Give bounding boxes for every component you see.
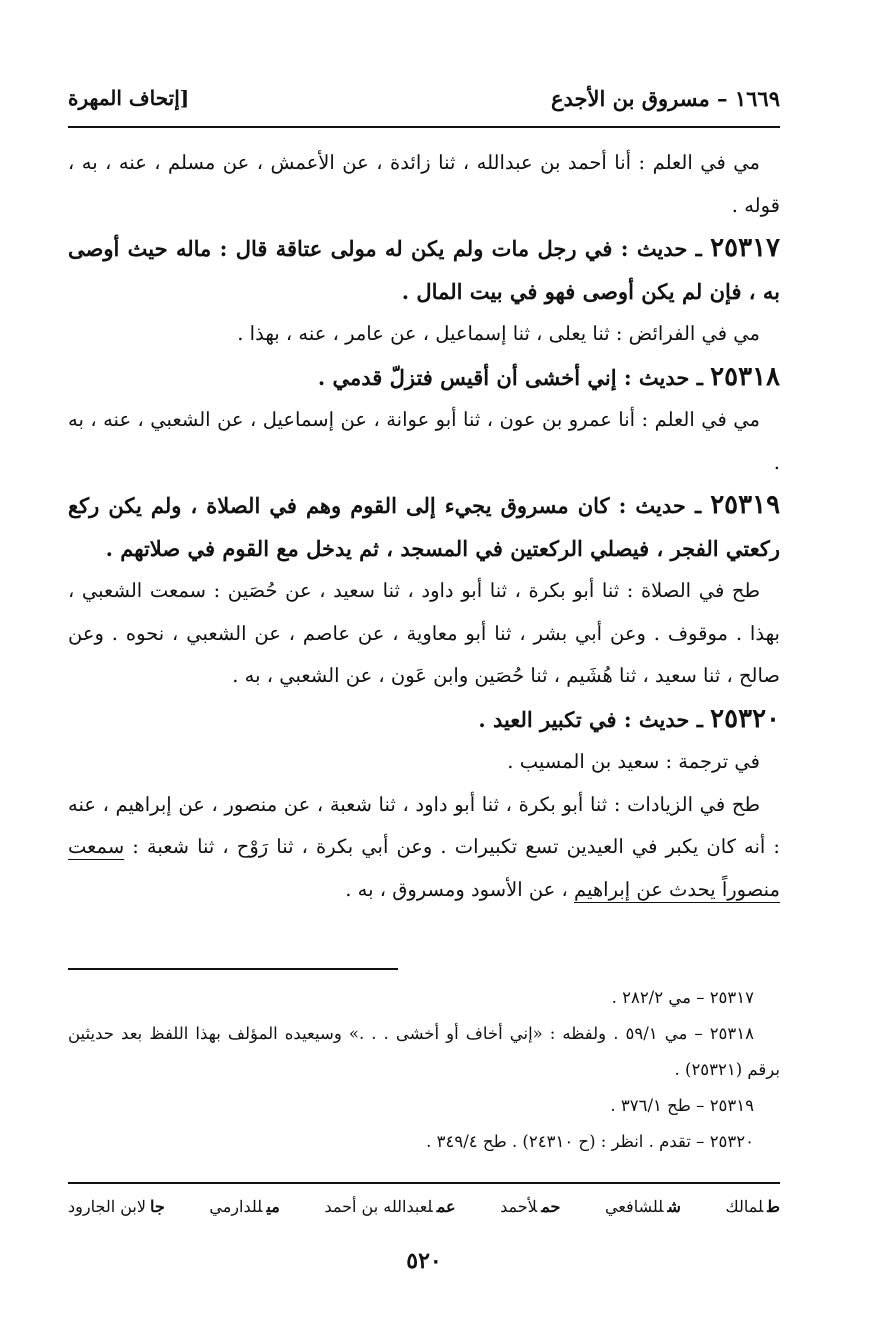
isnad-paragraph bbox=[68, 784, 780, 912]
isnad-paragraph: طح في الصلاة : ثنا أبو بكرة ، ثنا أبو داود ، ثنا سعيد ، عن حُصَين : سمعت الشعبي ، بهذا . موقوف . وعن أبي بشر ، ثنا أبو معاوية ، عن عاصم ، عن الشعبي ، نحوه . وعن صالح ، ثنا سعيد ، ثنا هُشَيم ، ثنا حُصَين وابن عَون ، عن الشعبي ، به . bbox=[68, 579, 780, 687]
isnad-text-end: ، عن الأسود ومسروق ، به . bbox=[345, 877, 574, 901]
abbreviation-item bbox=[500, 1192, 560, 1222]
book-page bbox=[68, 0, 780, 1317]
hadith-number: ٢٥٣١٧ bbox=[710, 233, 780, 263]
hadith-number: ٢٥٣٢٠ bbox=[710, 703, 780, 734]
running-header bbox=[68, 86, 780, 120]
abbreviation-code: مي bbox=[266, 1197, 280, 1216]
hadith-text: كان مسروق يجيء إلى القوم وهم في الصلاة ، ولم يكن ركع ركعتي الفجر ، فيصلي الركعتين في المسجد ، ثم يدخل مع القوم في صلاتهم . bbox=[68, 493, 780, 561]
abbreviation-rule bbox=[68, 1182, 780, 1184]
isnad-paragraph: مي في العلم : أنا عمرو بن عون ، ثنا أبو عوانة ، عن إسماعيل ، عن الشعبي ، عنه ، به . bbox=[68, 408, 780, 474]
hadith-number: ٢٥٣١٨ bbox=[710, 361, 780, 392]
abbreviation-name: لمالك bbox=[725, 1197, 764, 1216]
abbreviation-name: للشافعي bbox=[605, 1197, 664, 1216]
abbreviation-name: لعبدالله بن أحمد bbox=[324, 1197, 433, 1216]
abbreviation-item bbox=[605, 1192, 681, 1222]
chapter-title: ١٦٦٩ – مسروق بن الأجدع bbox=[550, 86, 780, 111]
hadith-label: ـ حديث : bbox=[623, 706, 703, 732]
abbreviation-code: جا bbox=[149, 1197, 165, 1216]
footnote: ٢٥٣١٧ – مي ٢٨٢/٢ . bbox=[611, 988, 754, 1007]
abbreviation-name: لابن الجارود bbox=[68, 1197, 146, 1216]
hadith-label: ـ حديث : bbox=[623, 364, 703, 390]
abbreviation-code: عم bbox=[436, 1197, 456, 1216]
header-rule bbox=[68, 126, 780, 128]
footnote: ٢٥٣١٩ – طح ٣٧٦/١ . bbox=[610, 1096, 754, 1115]
abbreviation-name: للدارمي bbox=[209, 1197, 263, 1216]
abbreviation-item bbox=[68, 1192, 165, 1222]
hadith-entry bbox=[68, 227, 780, 313]
hadith-text: إني أخشى أن أقيس فتزلّ قدمي . bbox=[317, 364, 617, 390]
main-text bbox=[68, 142, 780, 911]
underlined-text: سمعت منصوراً يحدث عن إبراهيم bbox=[68, 835, 780, 901]
abbreviation-item bbox=[725, 1192, 780, 1222]
hadith-text: في تكبير العيد . bbox=[478, 706, 617, 732]
abbreviation-code: ش bbox=[667, 1197, 681, 1216]
hadith-number: ٢٥٣١٩ bbox=[710, 490, 781, 520]
abbreviation-name: لأحمد bbox=[500, 1197, 538, 1216]
abbreviation-item bbox=[324, 1192, 455, 1222]
footnote: ٢٥٣١٨ – مي ٥٩/١ . ولفظه : «إني أخاف أو أخشى . . .» وسيعيده المؤلف بهذا اللفظ بعد حديثين برقم (٢٥٣٢١) . bbox=[68, 1024, 780, 1079]
abbreviation-item bbox=[209, 1192, 279, 1222]
abbreviation-key bbox=[68, 1192, 780, 1222]
hadith-entry bbox=[68, 356, 780, 400]
hadith-label: ـ حديث : bbox=[620, 236, 702, 261]
page-number: ٥٢٠ bbox=[406, 1248, 442, 1274]
footnote-rule bbox=[68, 968, 398, 970]
hadith-label: ـ حديث : bbox=[618, 493, 702, 518]
abbreviation-code: ط bbox=[767, 1197, 780, 1216]
isnad-paragraph: مي في الفرائض : ثنا يعلى ، ثنا إسماعيل ، عن عامر ، عنه ، بهذا . bbox=[237, 322, 760, 345]
hadith-entry bbox=[68, 484, 780, 570]
footnotes bbox=[68, 980, 780, 1160]
hadith-entry bbox=[68, 698, 780, 742]
isnad-text: طح في الزيادات : ثنا أبو بكرة ، ثنا أبو داود ، ثنا شعبة ، عن منصور ، عن إبراهيم ، عنه : أنه كان يكبر في العيدين تسع تكبيرات . وعن أبي بكرة ، ثنا رَوْح ، ثنا شعبة : bbox=[68, 792, 780, 858]
book-title: [إتحاف المهرة bbox=[68, 86, 190, 110]
hadith-text: في رجل مات ولم يكن له مولى عتاقة قال : ماله حيث أوصى به ، فإن لم يكن أوصى فهو في بيت المال . bbox=[68, 236, 780, 304]
abbreviation-code: حم bbox=[541, 1197, 561, 1216]
footnote: ٢٥٣٢٠ – تقدم . انظر : (ح ٢٤٣١٠) . طح ٣٤٩/٤ . bbox=[426, 1132, 754, 1151]
isnad-paragraph: في ترجمة : سعيد بن المسيب . bbox=[507, 750, 760, 773]
isnad-paragraph: مي في العلم : أنا أحمد بن عبدالله ، ثنا زائدة ، عن الأعمش ، عن مسلم ، عنه ، به ، قوله . bbox=[68, 151, 780, 217]
